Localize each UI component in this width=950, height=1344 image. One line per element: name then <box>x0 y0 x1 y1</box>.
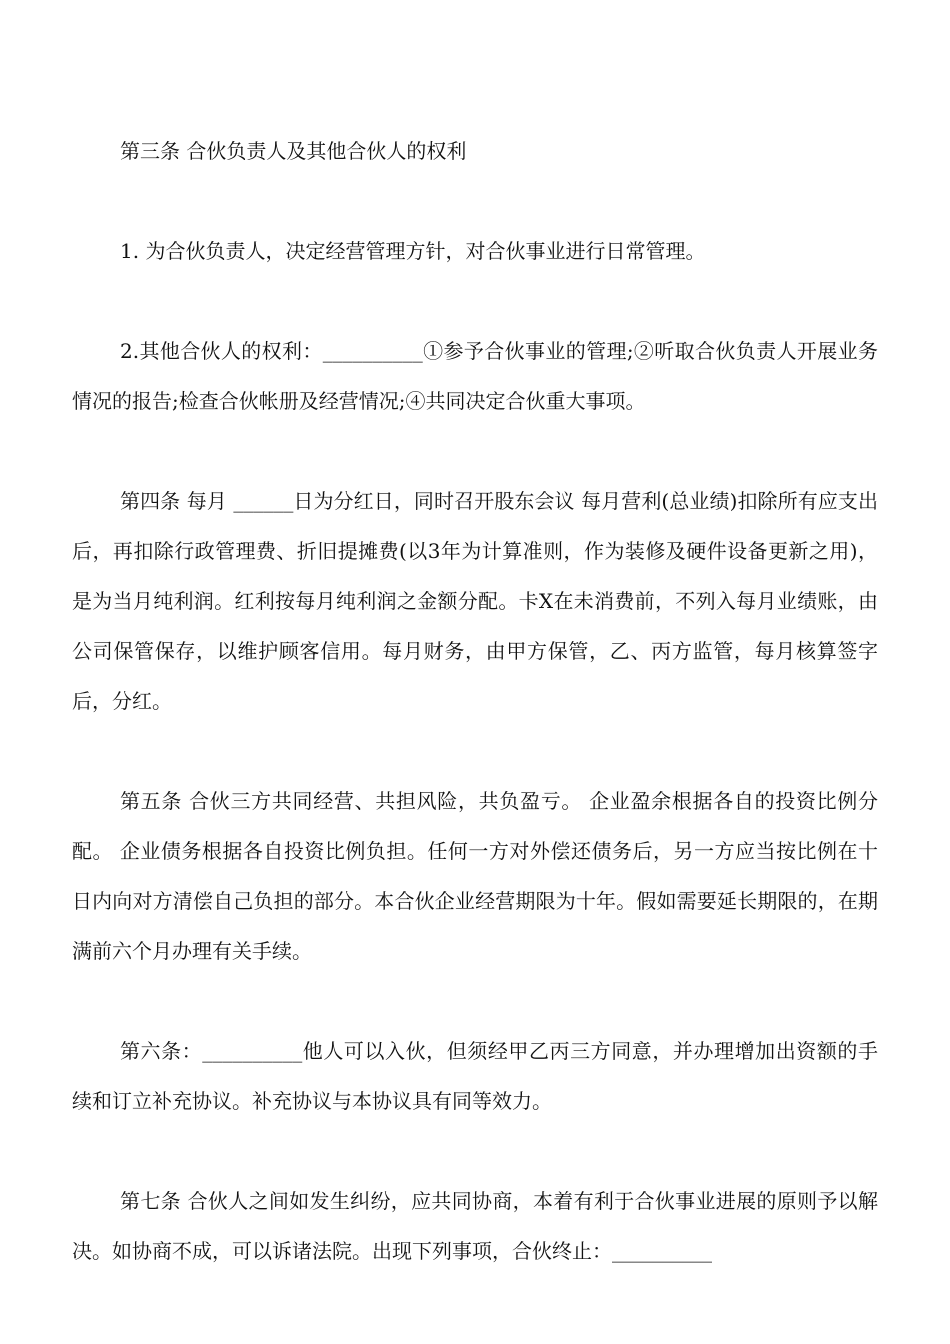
article-6-paragraph: 第六条：__________他人可以入伙，但须经甲乙丙三方同意，并办理增加出资额的手续和订立补充协议。补充协议与本协议具有同等效力。 <box>72 1039 878 1113</box>
article-3-item-1: 1. 为合伙负责人，决定经营管理方针，对合伙事业进行日常管理。 <box>120 239 706 263</box>
article-3-heading: 第三条 合伙负责人及其他合伙人的权利 <box>120 139 467 163</box>
article-7-paragraph: 第七条 合伙人之间如发生纠纷，应共同协商，本着有利于合伙事业进展的原则予以解决。如协商不成，可以诉诸法院。出现下列事项，合伙终止：__________ <box>72 1189 878 1263</box>
article-3-item-2: 2.其他合伙人的权利：__________①参予合伙事业的管理;②听取合伙负责人开展业务情况的报告;检查合伙帐册及经营情况;④共同决定合伙重大事项。 <box>72 339 878 413</box>
article-5-paragraph: 第五条 合伙三方共同经营、共担风险，共负盈亏。 企业盈余根据各自的投资比例分配。 企业债务根据各自投资比例负担。任何一方对外偿还债务后，另一方应当按比例在十日内向对方清偿自己负担的部分。本合伙企业经营期限为十年。假如需要延长期限的，在期满前六个月办理有关手续。 <box>72 789 878 963</box>
article-4-paragraph: 第四条 每月 ______日为分红日，同时召开股东会议 每月营利(总业绩)扣除所有应支出后，再扣除行政管理费、折旧提摊费(以3年为计算准则，作为装修及硬件设备更新之用)，是为当月纯利润。红利按每月纯利润之金额分配。卡X在未消费前，不列入每月业绩账，由公司保管保存，以维护顾客信用。每月财务，由甲方保管，乙、丙方监管，每月核算签字后，分红。 <box>72 489 878 713</box>
